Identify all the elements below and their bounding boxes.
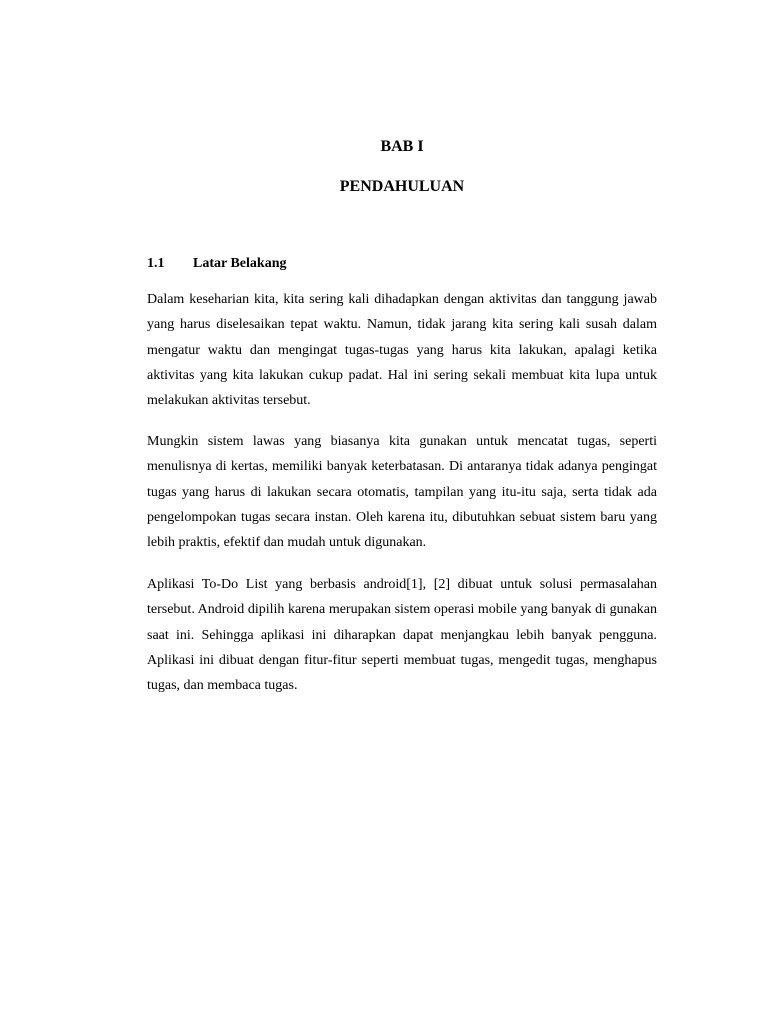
- paragraph: Dalam keseharian kita, kita sering kali dihadapkan dengan aktivitas dan tanggung jawab yang harus diselesaikan tepat waktu. Namun, tidak jarang kita sering kali susah dalam mengatur waktu dan mengingat tugas-tugas yang harus kita lakukan, apalagi ketika aktivitas yang kita lakukan cukup padat. Hal ini sering sekali membuat kita lupa untuk melakukan aktivitas tersebut.: [147, 292, 657, 409]
- section-heading: [147, 255, 286, 273]
- section-number: 1.1: [147, 256, 165, 271]
- paragraph: Mungkin sistem lawas yang biasanya kita gunakan untuk mencatat tugas, seperti menulisnya di kertas, memiliki banyak keterbatasan. Di antaranya tidak adanya pengingat tugas yang harus di lakukan secara otomatis, tampilan yang itu-itu saja, serta tidak ada pengelompokan tugas secara instan. Oleh karena itu, dibutuhkan sebuat sistem baru yang lebih praktis, efektif dan mudah untuk digunakan.: [147, 434, 657, 551]
- section-title: Latar Belakang: [193, 256, 287, 271]
- paragraph: Aplikasi To-Do List yang berbasis android[1], [2] dibuat untuk solusi permasalahan tersebut. Android dipilih karena merupakan sistem operasi mobile yang banyak di gunakan saat ini. Sehingga aplikasi ini diharapkan dapat menjangkau lebih banyak pengguna. Aplikasi ini dibuat dengan fitur-fitur seperti membuat tugas, mengedit tugas, menghapus tugas, dan membaca tugas.: [147, 577, 657, 694]
- chapter-number: BAB I: [380, 138, 424, 155]
- chapter-title: PENDAHULUAN: [339, 178, 465, 195]
